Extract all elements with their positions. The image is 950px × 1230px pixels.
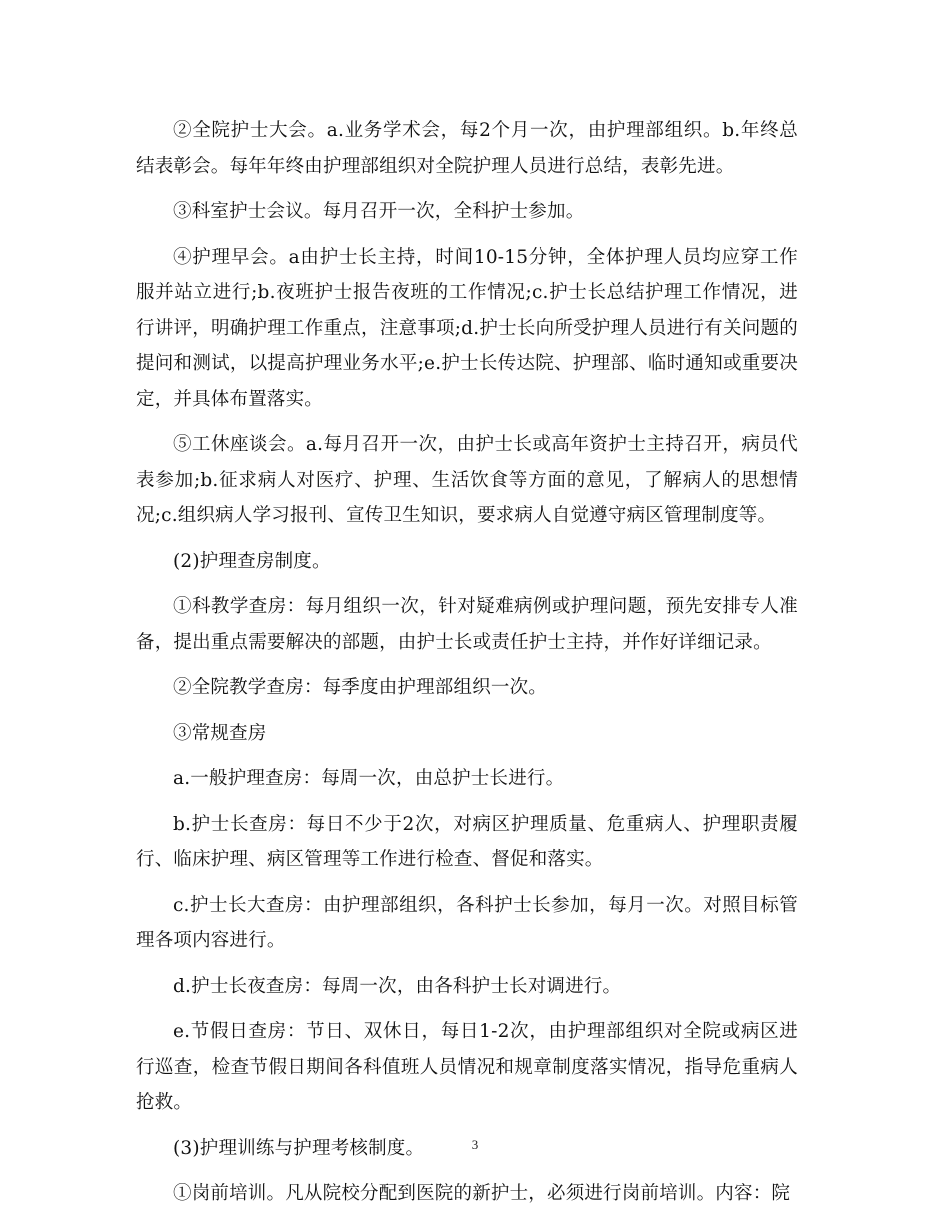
paragraph-morning-meeting: ④护理早会。a由护士长主持，时间10-15分钟，全体护理人员均应穿工作服并站立进行;b.夜班护士报告夜班的工作情况;c.护士长总结护理工作情况，进行讲评，明确护理工作重点，注意事项;d.护士长向所受护理人员进行有关问题的提问和测试，以提高护理业务水平;e.护士长传达院、护理部、临时通知或重要决定，并具体布置落实。	[136, 246, 798, 410]
page-number: 3	[471, 1137, 479, 1152]
paragraph-major-rounds: c.护士长大查房：由护理部组织，各科护士长参加，每月一次。对照目标管理各项内容进行。	[136, 894, 798, 951]
paragraph-hospital-teaching-rounds: ②全院教学查房：每季度由护理部组织一次。	[173, 677, 548, 698]
section-heading-ward-rounds: (2)护理查房制度。	[173, 550, 331, 572]
paragraph-teaching-rounds: ①科教学查房：每月组织一次，针对疑难病例或护理问题，预先安排专人准备，提出重点需要解决的部题，由护士长或责任护士主持，并作好详细记录。	[136, 596, 798, 653]
paragraph-routine-rounds: ③常规查房	[173, 722, 267, 744]
paragraph-all-hospital-nurse-meeting: ②全院护士大会。a.业务学术会，每2个月一次，由护理部组织。b.年终总结表彰会。每年年终由护理部组织对全院护理人员进行总结，表彰先进。	[136, 120, 798, 177]
paragraph-patient-forum: ⑤工休座谈会。a.每月召开一次，由护士长或高年资护士主持召开，病员代表参加;b.征求病人对医疗、护理、生活饮食等方面的意见，了解病人的思想情况;c.组织病人学习报刊、宣传卫生知识，要求病人自觉遵守病区管理制度等。	[136, 434, 798, 526]
paragraph-department-nurse-meeting: ③科室护士会议。每月召开一次，全科护士参加。	[173, 201, 585, 222]
paragraph-head-nurse-rounds: b.护士长查房：每日不少于2次，对病区护理质量、危重病人、护理职责履行、临床护理、病区管理等工作进行检查、督促和落实。	[136, 813, 798, 870]
paragraph-holiday-rounds: e.节假日查房：节日、双休日，每日1-2次，由护理部组织对全院或病区进行巡查，检查节假日期间各科值班人员情况和规章制度落实情况，指导危重病人抢救。	[136, 1021, 798, 1113]
section-heading-training-assessment: (3)护理训练与护理考核制度。	[173, 1137, 425, 1159]
paragraph-general-rounds: a.一般护理查房：每周一次，由总护士长进行。	[173, 768, 565, 789]
document-body	[136, 113, 798, 1222]
paragraph-night-rounds: d.护士长夜查房：每周一次，由各科护士长对调进行。	[173, 975, 622, 997]
paragraph-pre-job-training: ①岗前培训。凡从院校分配到医院的新护士，必须进行岗前培训。内容：院	[173, 1183, 791, 1204]
